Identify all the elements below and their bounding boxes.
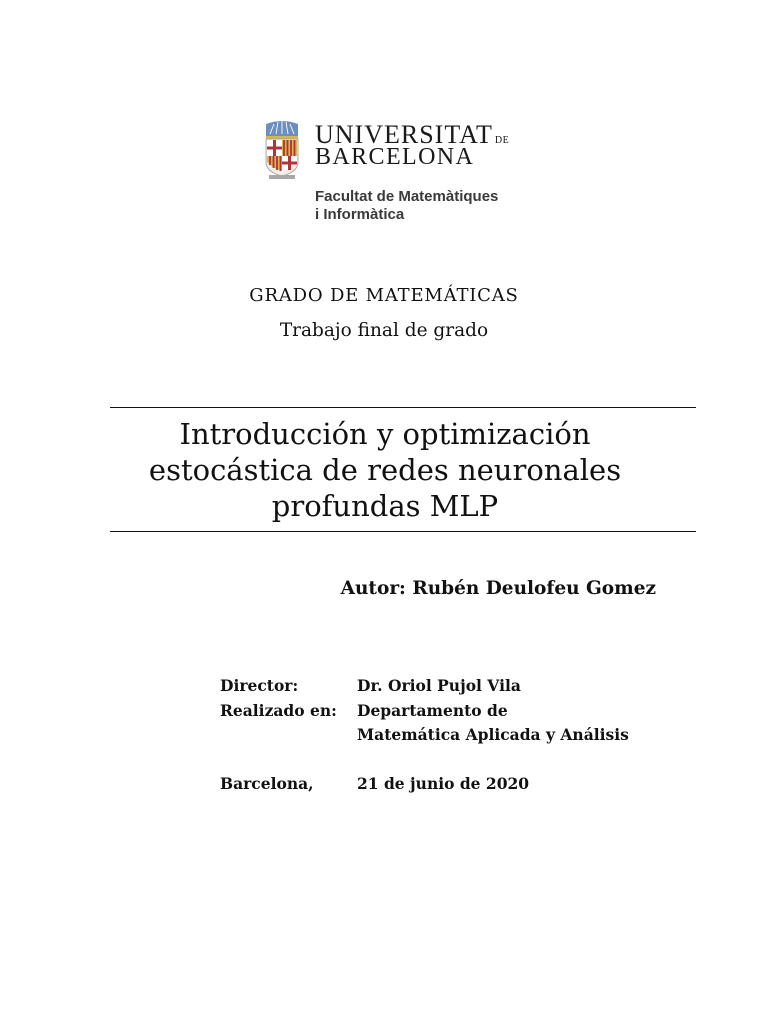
title-line-3: profundas MLP [271,489,499,523]
thesis-title [110,416,660,524]
university-name-line1: UNIVERSITAT DE [315,120,510,149]
university-crest-icon [262,118,302,180]
university-logo [238,104,530,234]
director-label: Director: [220,676,299,695]
faculty-name-line2: i Informàtica [315,206,405,223]
realizado-label: Realizado en: [220,701,337,720]
faculty-name-line1: Facultat de Matemàtiques [315,188,499,205]
degree-heading: GRADO DE MATEMÁTICAS [249,285,519,306]
title-rule-bottom [110,531,696,532]
title-rule-top [110,407,696,408]
realizado-value-line2: Matemática Aplicada y Análisis [357,725,629,744]
date-value: 21 de junio de 2020 [357,774,530,793]
title-line-1: Introducción y optimización [179,417,591,451]
author-line: Autor: Rubén Deulofeu Gomez [340,578,656,599]
university-name-line2: BARCELONA [315,144,475,170]
director-value: Dr. Oriol Pujol Vila [357,676,521,695]
realizado-value-line1: Departamento de [357,701,508,720]
title-line-2: estocástica de redes neuronales [148,453,622,487]
thesis-type: Trabajo final de grado [279,320,489,341]
place-label: Barcelona, [220,774,314,793]
